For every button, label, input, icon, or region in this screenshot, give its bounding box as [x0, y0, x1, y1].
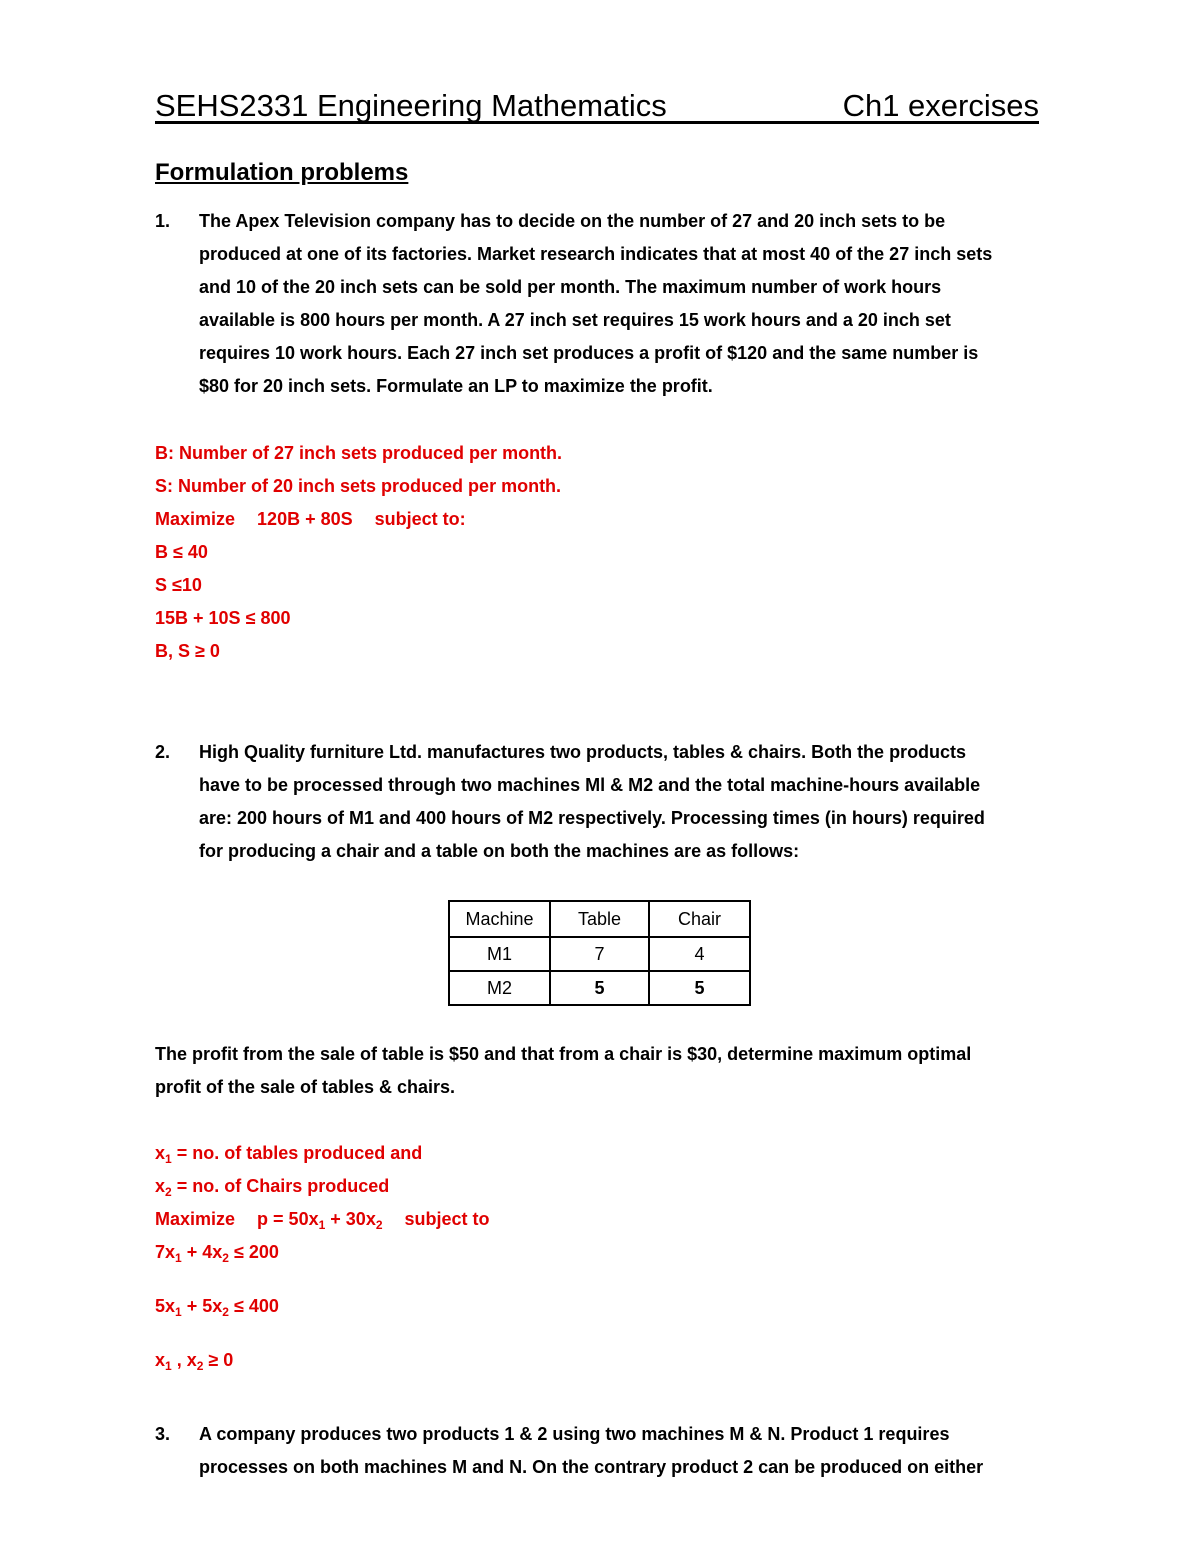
answer-line: B: Number of 27 inch sets produced per month. — [155, 443, 563, 463]
table-cell: 4 — [649, 937, 750, 971]
table-header: Table — [550, 901, 649, 937]
table-cell: M2 — [449, 971, 550, 1005]
processing-times-table — [448, 900, 751, 1006]
question-2 — [155, 736, 1045, 868]
question-line: processes on both machines M and N. On the contrary product 2 can be produced on either — [199, 1457, 984, 1477]
question-line: available is 800 hours per month. A 27 inch set requires 15 work hours and a 20 inch set — [199, 310, 951, 330]
question-number: 3. — [155, 1424, 171, 1444]
question-line: profit of the sale of tables & chairs. — [155, 1077, 456, 1097]
section-title: Formulation problems — [155, 159, 409, 186]
table-row — [449, 937, 750, 971]
table-cell: M1 — [449, 937, 550, 971]
table-cell: 7 — [550, 937, 649, 971]
question-line: have to be processed through two machines Ml & M2 and the total machine-hours available — [199, 775, 981, 795]
answer-line: $x_1$ , $x_2 \ge 0$ — [155, 1350, 234, 1373]
chapter-title: Ch1 exercises — [842, 88, 1039, 123]
document-header — [155, 86, 1039, 124]
question-number: 2. — [155, 742, 171, 762]
answer-line: 15B + 10S ≤ 800 — [155, 608, 291, 628]
table-header: Machine — [449, 901, 550, 937]
question-3 — [155, 1418, 1045, 1484]
table-cell: 5 — [550, 971, 649, 1005]
answer-1 — [155, 437, 562, 668]
question-line: are: 200 hours of M1 and 400 hours of M2 respectively. Processing times (in hours) required — [199, 808, 985, 828]
question-line: The profit from the sale of table is $50 and that from a chair is $30, determine maximum optimal — [155, 1044, 972, 1064]
question-line: The Apex Television company has to decide on the number of 27 and 20 inch sets to be — [199, 211, 946, 231]
answer-line: B ≤ 40 — [155, 542, 208, 562]
question-line: for producing a chair and a table on both the machines are as follows: — [199, 841, 800, 861]
answer-2 — [155, 1137, 490, 1377]
answer-line: $x_2$ = no. of Chairs produced — [155, 1176, 390, 1199]
question-line: A company produces two products 1 & 2 using two machines M & N. Product 1 requires — [199, 1424, 950, 1444]
course-title: SEHS2331 Engineering Mathematics — [155, 88, 667, 123]
question-line: and 10 of the 20 inch sets can be sold per month. The maximum number of work hours — [199, 277, 942, 297]
question-number: 1. — [155, 211, 171, 231]
question-line: requires 10 work hours. Each 27 inch set produces a profit of $120 and the same number is — [199, 343, 979, 363]
answer-objective: Maximize 120B + 80S subject to: — [155, 509, 466, 529]
question-text — [199, 1418, 1045, 1484]
question-line: High Quality furniture Ltd. manufactures two products, tables & chairs. Both the products — [199, 742, 967, 762]
question-2-continued — [155, 1038, 971, 1104]
answer-objective: Maximize $p = 50x_1 + 30x_2$ subject to — [155, 1209, 490, 1232]
answer-line: $5x_1 + 5x_2 \le 400$ — [155, 1296, 279, 1319]
table-header-row — [449, 901, 750, 937]
table-row — [449, 971, 750, 1005]
question-text — [199, 736, 1045, 868]
question-1 — [155, 205, 1045, 403]
answer-line: $x_1$ = no. of tables produced and — [155, 1143, 423, 1166]
answer-line: S: Number of 20 inch sets produced per month. — [155, 476, 562, 496]
answer-line: $7x_1 + 4x_2 \le 200$ — [155, 1242, 279, 1265]
question-text — [199, 205, 1045, 403]
question-line: produced at one of its factories. Market research indicates that at most 40 of the 27 inch sets — [199, 244, 993, 264]
table-header: Chair — [649, 901, 750, 937]
answer-line: S ≤10 — [155, 575, 202, 595]
table-cell: 5 — [649, 971, 750, 1005]
question-line: $80 for 20 inch sets. Formulate an LP to maximize the profit. — [199, 376, 713, 396]
answer-line: B, S ≥ 0 — [155, 641, 220, 661]
